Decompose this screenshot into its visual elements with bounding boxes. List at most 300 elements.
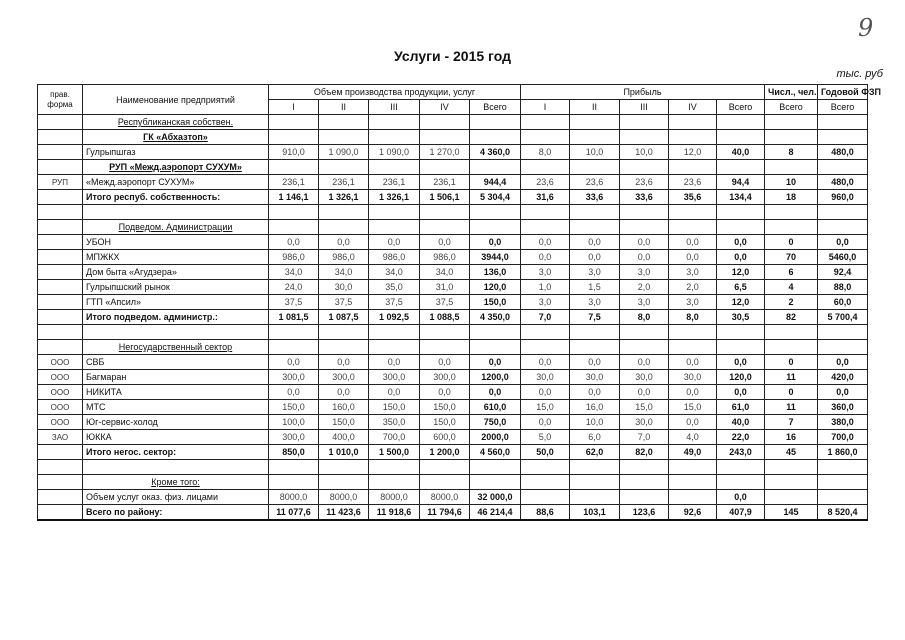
cell-value: 0,0	[269, 355, 319, 370]
cell-value: 1 088,5	[420, 310, 470, 325]
table-row	[38, 355, 868, 370]
cell-value: 0,0	[818, 385, 868, 400]
cell-value: 100,0	[269, 415, 319, 430]
cell-form: ООО	[38, 370, 83, 385]
cell-value: 37,5	[369, 295, 420, 310]
cell-value: 30,0	[620, 415, 669, 430]
cell-value: 8000,0	[420, 490, 470, 505]
cell-value: 134,4	[717, 190, 765, 205]
cell-value: 35,6	[669, 190, 717, 205]
cell-value: 0,0	[717, 355, 765, 370]
cell-value: 1 010,0	[319, 445, 369, 460]
cell-value	[470, 325, 521, 340]
cell-value: 23,6	[521, 175, 570, 190]
cell-value: 3,0	[669, 295, 717, 310]
cell-value	[269, 325, 319, 340]
cell-value	[620, 475, 669, 490]
cell-value: 1 500,0	[369, 445, 420, 460]
cell-value	[470, 160, 521, 175]
cell-value	[420, 160, 470, 175]
cell-value: 11 794,6	[420, 505, 470, 521]
cell-name: МТС	[83, 400, 269, 415]
cell-value	[369, 115, 420, 130]
cell-value	[269, 340, 319, 355]
cell-value: 0,0	[669, 250, 717, 265]
cell-form	[38, 130, 83, 145]
section-heading: Подведом. Администрации	[83, 220, 269, 235]
cell-value: 16	[765, 430, 818, 445]
header-vol-q2: II	[319, 100, 369, 115]
cell-value	[521, 205, 570, 220]
cell-value: 22,0	[717, 430, 765, 445]
header-vol-q3: III	[369, 100, 420, 115]
total-row	[38, 310, 868, 325]
cell-value: 145	[765, 505, 818, 521]
cell-value: 350,0	[369, 415, 420, 430]
cell-value	[420, 460, 470, 475]
cell-value: 6,0	[570, 430, 620, 445]
cell-name: СВБ	[83, 355, 269, 370]
cell-value: 34,0	[269, 265, 319, 280]
cell-value	[521, 115, 570, 130]
cell-form	[38, 505, 83, 521]
cell-value	[765, 325, 818, 340]
cell-value: 136,0	[470, 265, 521, 280]
cell-value: 300,0	[269, 430, 319, 445]
table-row	[38, 385, 868, 400]
cell-value: 32 000,0	[470, 490, 521, 505]
total-row	[38, 505, 868, 521]
cell-value	[319, 220, 369, 235]
cell-value: 40,0	[717, 145, 765, 160]
cell-value	[420, 340, 470, 355]
cell-value: 0,0	[717, 235, 765, 250]
cell-value: 0,0	[470, 235, 521, 250]
header-payroll: Годовой ФЗП	[818, 85, 868, 100]
cell-value: 62,0	[570, 445, 620, 460]
cell-value: 30,0	[570, 370, 620, 385]
cell-value	[521, 460, 570, 475]
cell-value: 2	[765, 295, 818, 310]
cell-value: 0,0	[570, 250, 620, 265]
cell-form	[38, 205, 83, 220]
cell-value: 0,0	[669, 355, 717, 370]
cell-value: 0,0	[717, 490, 765, 505]
cell-name: ЮККА	[83, 430, 269, 445]
cell-value: 0,0	[717, 385, 765, 400]
cell-value	[717, 130, 765, 145]
cell-value: 23,6	[669, 175, 717, 190]
cell-value: 3,0	[620, 295, 669, 310]
cell-value: 420,0	[818, 370, 868, 385]
cell-value	[521, 130, 570, 145]
cell-value: 33,6	[570, 190, 620, 205]
cell-form: ООО	[38, 355, 83, 370]
cell-value	[620, 205, 669, 220]
cell-value	[570, 205, 620, 220]
cell-value: 30,0	[620, 370, 669, 385]
section-heading: Кроме того:	[83, 475, 269, 490]
cell-value: 850,0	[269, 445, 319, 460]
cell-value	[818, 130, 868, 145]
cell-value: 380,0	[818, 415, 868, 430]
cell-value: 236,1	[319, 175, 369, 190]
cell-value	[765, 460, 818, 475]
section-heading: Республиканская собствен.	[83, 115, 269, 130]
cell-value: 0,0	[319, 385, 369, 400]
cell-value	[620, 460, 669, 475]
cell-value	[765, 475, 818, 490]
cell-value	[765, 340, 818, 355]
cell-value: 1200,0	[470, 370, 521, 385]
cell-name: «Межд.аэропорт СУХУМ»	[83, 175, 269, 190]
cell-value: 0,0	[620, 235, 669, 250]
header-profit-q2: II	[570, 100, 620, 115]
cell-value	[717, 205, 765, 220]
cell-value: 3,0	[570, 295, 620, 310]
cell-value: 60,0	[818, 295, 868, 310]
cell-form	[38, 295, 83, 310]
cell-value: 49,0	[669, 445, 717, 460]
cell-value: 35,0	[369, 280, 420, 295]
cell-value	[620, 220, 669, 235]
cell-value: 600,0	[420, 430, 470, 445]
cell-value: 0,0	[369, 355, 420, 370]
cell-value: 0,0	[620, 355, 669, 370]
cell-form	[38, 445, 83, 460]
cell-form	[38, 250, 83, 265]
cell-value: 24,0	[269, 280, 319, 295]
cell-value	[669, 205, 717, 220]
cell-value: 1 090,0	[319, 145, 369, 160]
cell-value: 10,0	[570, 145, 620, 160]
cell-value: 0,0	[620, 250, 669, 265]
cell-value	[717, 220, 765, 235]
cell-value: 11 077,6	[269, 505, 319, 521]
cell-value	[765, 130, 818, 145]
cell-name: УБОН	[83, 235, 269, 250]
section-heading: Негосударственный сектор	[83, 340, 269, 355]
cell-value: 30,0	[319, 280, 369, 295]
header-payroll-total: Всего	[818, 100, 868, 115]
cell-value	[570, 220, 620, 235]
cell-name: Объем услуг оказ. физ. лицами	[83, 490, 269, 505]
cell-value: 700,0	[818, 430, 868, 445]
header-profit-q1: I	[521, 100, 570, 115]
cell-value	[765, 205, 818, 220]
cell-value	[570, 160, 620, 175]
cell-form	[38, 325, 83, 340]
table-row	[38, 280, 868, 295]
cell-value: 0,0	[420, 355, 470, 370]
cell-value	[570, 115, 620, 130]
cell-value	[319, 460, 369, 475]
cell-value: 31,0	[420, 280, 470, 295]
cell-value: 0,0	[319, 235, 369, 250]
cell-value	[269, 130, 319, 145]
cell-value: 92,4	[818, 265, 868, 280]
cell-value: 30,0	[669, 370, 717, 385]
cell-value: 750,0	[470, 415, 521, 430]
cell-value: 0,0	[420, 235, 470, 250]
cell-value: 0,0	[521, 415, 570, 430]
section-row	[38, 115, 868, 130]
cell-form	[38, 220, 83, 235]
cell-value	[420, 115, 470, 130]
cell-value	[717, 475, 765, 490]
cell-value: 0,0	[570, 355, 620, 370]
cell-value: 0	[765, 355, 818, 370]
cell-value: 6	[765, 265, 818, 280]
cell-value	[269, 475, 319, 490]
cell-value: 407,9	[717, 505, 765, 521]
cell-value: 236,1	[420, 175, 470, 190]
cell-value: 11	[765, 400, 818, 415]
blank-row	[38, 325, 868, 340]
cell-value	[818, 475, 868, 490]
cell-value: 1 087,5	[319, 310, 369, 325]
section-row	[38, 340, 868, 355]
cell-value	[570, 340, 620, 355]
cell-value: 5460,0	[818, 250, 868, 265]
cell-value: 8	[765, 145, 818, 160]
cell-value: 0,0	[669, 235, 717, 250]
cell-name: Юг-сервис-холод	[83, 415, 269, 430]
table-row	[38, 370, 868, 385]
cell-value: 1 860,0	[818, 445, 868, 460]
header-profit-q3: III	[620, 100, 669, 115]
cell-value: 0,0	[269, 235, 319, 250]
cell-name: Итого негос. сектор:	[83, 445, 269, 460]
cell-value: 1,5	[570, 280, 620, 295]
cell-value: 3,0	[669, 265, 717, 280]
cell-value: 37,5	[319, 295, 369, 310]
cell-value: 0,0	[521, 250, 570, 265]
cell-value	[717, 460, 765, 475]
header-vol-total: Всего	[470, 100, 521, 115]
cell-value	[319, 130, 369, 145]
table-body	[38, 115, 868, 521]
cell-value	[319, 475, 369, 490]
cell-value	[470, 475, 521, 490]
cell-value: 82,0	[620, 445, 669, 460]
cell-value: 0,0	[521, 385, 570, 400]
cell-value	[470, 205, 521, 220]
cell-value: 986,0	[319, 250, 369, 265]
cell-value	[570, 325, 620, 340]
cell-value: 0,0	[620, 385, 669, 400]
cell-value	[420, 220, 470, 235]
cell-value: 360,0	[818, 400, 868, 415]
cell-value: 3,0	[521, 265, 570, 280]
cell-value: 10,0	[620, 145, 669, 160]
cell-value	[470, 220, 521, 235]
cell-value: 0	[765, 385, 818, 400]
cell-value: 11	[765, 370, 818, 385]
cell-name: Всего по району:	[83, 505, 269, 521]
cell-value: 7,0	[620, 430, 669, 445]
cell-value: 120,0	[470, 280, 521, 295]
cell-value: 94,4	[717, 175, 765, 190]
section-heading: ГК «Абхазтоп»	[83, 130, 269, 145]
cell-value	[420, 325, 470, 340]
cell-value: 0,0	[818, 235, 868, 250]
cell-value	[319, 115, 369, 130]
cell-name	[83, 325, 269, 340]
cell-value: 12,0	[669, 145, 717, 160]
cell-value: 8000,0	[319, 490, 369, 505]
cell-value: 986,0	[420, 250, 470, 265]
cell-value: 37,5	[420, 295, 470, 310]
cell-value: 34,0	[420, 265, 470, 280]
cell-value: 34,0	[369, 265, 420, 280]
cell-value	[420, 205, 470, 220]
cell-value: 1 506,1	[420, 190, 470, 205]
cell-value	[369, 205, 420, 220]
cell-value	[669, 325, 717, 340]
cell-value	[818, 160, 868, 175]
cell-form	[38, 265, 83, 280]
cell-form: ООО	[38, 415, 83, 430]
cell-value: 103,1	[570, 505, 620, 521]
cell-value	[717, 325, 765, 340]
cell-value	[369, 340, 420, 355]
cell-value: 7,0	[521, 310, 570, 325]
cell-value	[717, 340, 765, 355]
cell-form	[38, 460, 83, 475]
header-name: Наименование предприятий	[83, 85, 269, 115]
cell-value: 23,6	[620, 175, 669, 190]
cell-value: 16,0	[570, 400, 620, 415]
cell-value: 0,0	[319, 355, 369, 370]
cell-value: 123,6	[620, 505, 669, 521]
cell-value: 8000,0	[269, 490, 319, 505]
cell-value: 46 214,4	[470, 505, 521, 521]
cell-value: 0,0	[818, 355, 868, 370]
cell-value: 150,0	[420, 415, 470, 430]
cell-value: 1 200,0	[420, 445, 470, 460]
header-staff-total: Всего	[765, 100, 818, 115]
cell-value: 1 090,0	[369, 145, 420, 160]
cell-value: 236,1	[369, 175, 420, 190]
cell-value: 45	[765, 445, 818, 460]
cell-value: 243,0	[717, 445, 765, 460]
cell-value: 0,0	[669, 385, 717, 400]
cell-value: 480,0	[818, 175, 868, 190]
cell-value	[269, 205, 319, 220]
page-title: Услуги - 2015 год	[394, 48, 511, 64]
cell-value: 15,0	[669, 400, 717, 415]
cell-value: 150,0	[420, 400, 470, 415]
cell-value	[620, 130, 669, 145]
cell-value: 1 146,1	[269, 190, 319, 205]
cell-form	[38, 190, 83, 205]
cell-value	[570, 475, 620, 490]
cell-value	[319, 205, 369, 220]
cell-value: 30,0	[521, 370, 570, 385]
cell-value: 0,0	[470, 355, 521, 370]
cell-value: 2,0	[669, 280, 717, 295]
cell-value: 400,0	[319, 430, 369, 445]
table-row	[38, 250, 868, 265]
cell-value: 8,0	[521, 145, 570, 160]
cell-value: 70	[765, 250, 818, 265]
cell-value: 300,0	[369, 370, 420, 385]
cell-value: 18	[765, 190, 818, 205]
cell-value	[717, 115, 765, 130]
cell-value: 3,0	[620, 265, 669, 280]
cell-value	[470, 460, 521, 475]
cell-form	[38, 490, 83, 505]
cell-value: 0,0	[369, 235, 420, 250]
cell-form: РУП	[38, 175, 83, 190]
cell-value	[369, 325, 420, 340]
cell-value	[369, 220, 420, 235]
table-row	[38, 235, 868, 250]
page-number: 9	[858, 14, 874, 42]
cell-value: 8 520,4	[818, 505, 868, 521]
cell-value	[669, 340, 717, 355]
cell-value	[669, 220, 717, 235]
cell-value: 4,0	[669, 430, 717, 445]
cell-value	[570, 490, 620, 505]
cell-form	[38, 340, 83, 355]
cell-value: 0,0	[717, 250, 765, 265]
cell-value: 88,0	[818, 280, 868, 295]
cell-value: 300,0	[319, 370, 369, 385]
cell-value: 37,5	[269, 295, 319, 310]
cell-value: 0,0	[369, 385, 420, 400]
header-vol-q4: IV	[420, 100, 470, 115]
cell-value: 5,0	[521, 430, 570, 445]
cell-value	[669, 160, 717, 175]
cell-value: 1 081,5	[269, 310, 319, 325]
cell-value: 1 092,5	[369, 310, 420, 325]
cell-value: 150,0	[470, 295, 521, 310]
section-row	[38, 130, 868, 145]
cell-value	[620, 340, 669, 355]
cell-value	[818, 220, 868, 235]
services-table	[37, 84, 881, 521]
cell-name: Гулрыпшский рынок	[83, 280, 269, 295]
section-row	[38, 220, 868, 235]
cell-value: 0,0	[521, 235, 570, 250]
cell-value: 0,0	[570, 235, 620, 250]
cell-value: 8,0	[620, 310, 669, 325]
cell-form	[38, 235, 83, 250]
cell-value	[818, 205, 868, 220]
cell-value	[765, 115, 818, 130]
header-form: прав. форма	[38, 85, 83, 115]
cell-value: 30,5	[717, 310, 765, 325]
cell-value: 0,0	[470, 385, 521, 400]
cell-form	[38, 310, 83, 325]
cell-value	[319, 340, 369, 355]
cell-value	[765, 490, 818, 505]
cell-value: 82	[765, 310, 818, 325]
cell-value	[269, 220, 319, 235]
cell-value: 3,0	[570, 265, 620, 280]
cell-value: 10	[765, 175, 818, 190]
cell-form	[38, 160, 83, 175]
cell-value	[420, 475, 470, 490]
cell-value	[818, 115, 868, 130]
cell-value: 0,0	[521, 355, 570, 370]
cell-value	[620, 115, 669, 130]
total-row	[38, 445, 868, 460]
header-profit: Прибыль	[521, 85, 765, 100]
cell-value	[369, 475, 420, 490]
